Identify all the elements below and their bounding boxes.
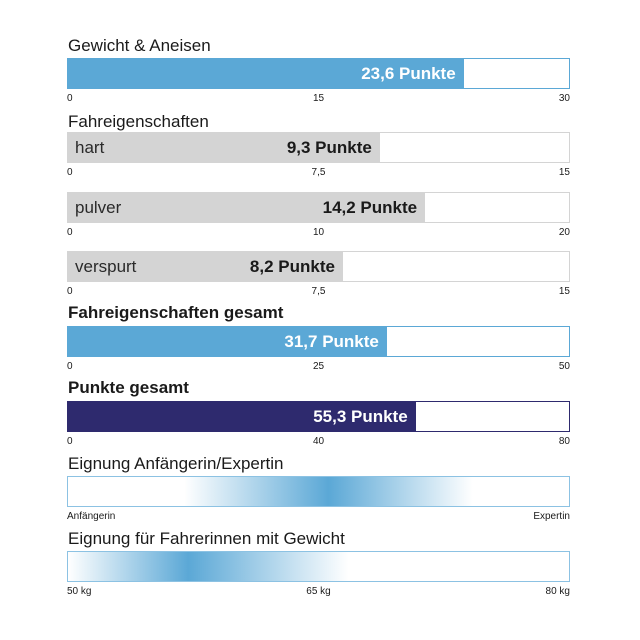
- eignung_anfaenger-title: Eignung Anfängerin/Expertin: [68, 454, 284, 473]
- pulver-value-label: 14,2 Punkte: [322, 197, 418, 217]
- eignung_gewicht-tick-1: 65 kg: [306, 586, 331, 597]
- eignung_anfaenger-tick-1: Expertin: [533, 511, 570, 522]
- hart-value-label: 9,3 Punkte: [286, 137, 372, 157]
- eignung_gewicht-tick-2: 80 kg: [545, 586, 570, 597]
- gewicht-value-label: 23,6 Punkte: [361, 63, 456, 83]
- verspurt-label: verspurt: [75, 256, 137, 276]
- eignung_anfaenger-marker: [329, 476, 330, 507]
- eignung_gewicht-tick-0: 50 kg: [67, 586, 92, 597]
- fahreigenschaften_gesamt-title: Fahreigenschaften gesamt: [68, 303, 284, 322]
- pulver-tick-1: 10: [312, 227, 325, 238]
- fahreigenschaften_gesamt-bar-track: [67, 326, 570, 357]
- gewicht-tick-1: 15: [312, 93, 325, 104]
- verspurt-bar-track: [67, 251, 570, 282]
- pulver-tick-0: 0: [67, 227, 73, 238]
- eignung_anfaenger-scale: [67, 476, 570, 507]
- hart-bar-track: [67, 132, 570, 163]
- eignung_gewicht-scale: [67, 551, 570, 582]
- gewicht-tick-2: 30: [558, 93, 570, 104]
- verspurt-tick-1: 7,5: [311, 286, 326, 297]
- punkte_gesamt-value-label: 55,3 Punkte: [313, 406, 408, 426]
- pulver-label: pulver: [75, 197, 122, 217]
- gewicht-title: Gewicht & Aneisen: [68, 36, 211, 55]
- pulver-tick-2: 20: [558, 227, 570, 238]
- eignung_gewicht-title: Eignung für Fahrerinnen mit Gewicht: [68, 529, 345, 548]
- hart-label: hart: [75, 137, 105, 157]
- hart-tick-0: 0: [67, 167, 73, 178]
- punkte_gesamt-bar-track: [67, 401, 570, 432]
- punkte_gesamt-tick-1: 40: [312, 436, 325, 447]
- gewicht-bar-track: [67, 58, 570, 89]
- eignung_gewicht-marker: [188, 551, 189, 582]
- hart-title: Fahreigenschaften: [68, 112, 209, 131]
- verspurt-tick-2: 15: [558, 286, 570, 297]
- gewicht-tick-0: 0: [67, 93, 73, 104]
- eignung_anfaenger-tick-0: Anfängerin: [67, 511, 116, 522]
- fahreigenschaften_gesamt-value-label: 31,7 Punkte: [284, 331, 379, 351]
- punkte_gesamt-tick-0: 0: [67, 436, 73, 447]
- fahreigenschaften_gesamt-tick-2: 50: [558, 361, 570, 372]
- punkte_gesamt-title: Punkte gesamt: [68, 378, 189, 397]
- pulver-bar-track: [67, 192, 570, 223]
- fahreigenschaften_gesamt-tick-0: 0: [67, 361, 73, 372]
- verspurt-tick-0: 0: [67, 286, 73, 297]
- hart-tick-1: 7,5: [311, 167, 326, 178]
- punkte_gesamt-tick-2: 80: [558, 436, 570, 447]
- verspurt-value-label: 8,2 Punkte: [249, 256, 335, 276]
- hart-tick-2: 15: [558, 167, 570, 178]
- fahreigenschaften_gesamt-tick-1: 25: [312, 361, 325, 372]
